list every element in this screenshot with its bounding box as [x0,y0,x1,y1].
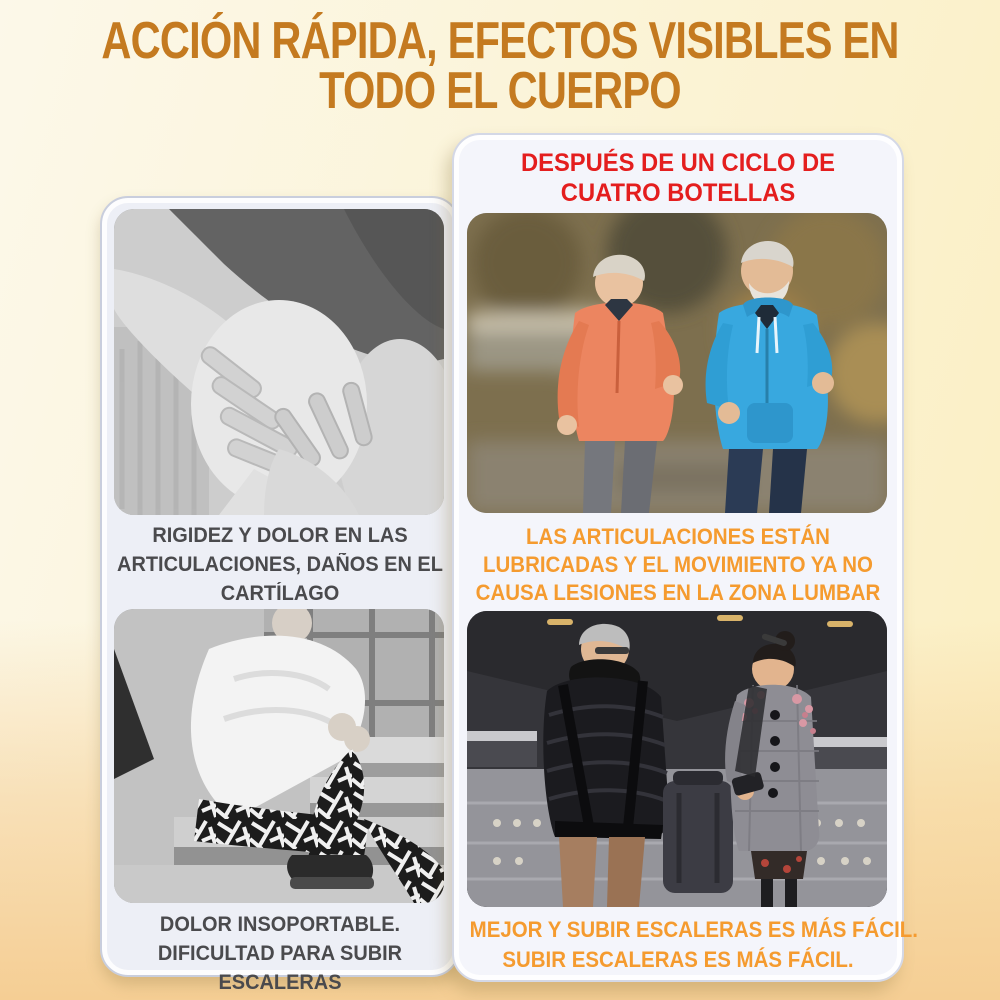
stairs-pain-photo [114,609,444,903]
after-header-line: CUATRO BOTELLAS [560,179,796,207]
before-caption-1 [102,521,458,608]
before-caption-1-line: ARTICULACIONES, DAÑOS EN EL [117,553,443,576]
jogging-couple-photo [467,213,887,513]
before-caption-2-line: ESCALERAS [218,971,342,994]
before-caption-2 [102,910,458,997]
page-title-line-2: TODO EL CUERPO [319,62,681,120]
after-panel [452,133,918,982]
after-caption-1 [454,523,902,607]
travel-couple-photo [467,611,887,907]
after-header [454,148,902,208]
after-caption-2-line: SUBIR ESCALERAS ES MÁS FÁCIL. [502,947,854,972]
before-panel [100,196,460,994]
before-caption-1-line: RIGIDEZ Y DOLOR EN LAS [152,524,408,547]
after-caption-1-line: LUBRICADAS Y EL MOVIMIENTO YA NO [483,552,873,577]
after-caption-2-line: MEJOR Y SUBIR ESCALERAS ES MÁS FÁCIL. [469,917,918,942]
after-caption-1-line: LAS ARTICULACIONES ESTÁN [526,524,830,549]
before-caption-2-line: DOLOR INSOPORTABLE. [159,913,401,936]
after-caption-2 [454,915,918,975]
after-caption-1-line: CAUSA LESIONES EN LA ZONA LUMBAR [475,580,881,605]
page-title [0,12,1000,120]
page-title-line-1: ACCIÓN RÁPIDA, EFECTOS VISIBLES EN [101,12,899,70]
before-caption-2-line: DIFICULTAD PARA SUBIR [157,942,403,965]
before-caption-1-line: CARTÍLAGO [220,582,340,605]
knee-pain-photo [114,209,444,515]
after-header-line: DESPUÉS DE UN CICLO DE [520,149,836,177]
